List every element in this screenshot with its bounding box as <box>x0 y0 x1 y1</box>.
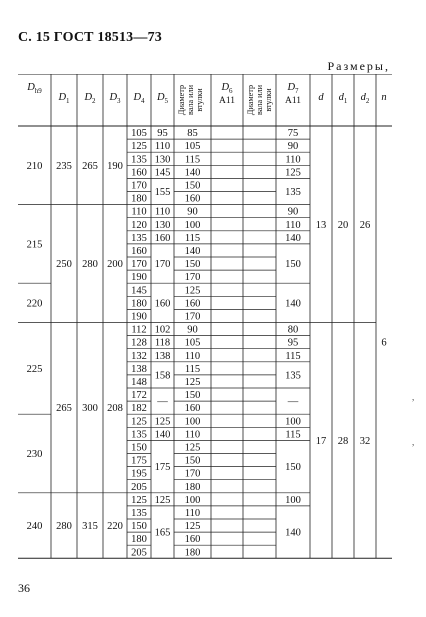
column-header-D: $D_{h9}$ <box>27 82 42 95</box>
table-cell-D4: 132 <box>131 350 147 362</box>
table-cell-D5: 138 <box>154 350 171 362</box>
merged-cell-D7: 150 <box>285 259 301 271</box>
merged-cell-D: 225 <box>26 363 43 375</box>
table-cell-shaft: 115 <box>184 363 201 375</box>
column-header-D2: $D_2$ <box>84 92 96 105</box>
merged-cell-D3: 190 <box>107 160 123 172</box>
merged-cell-D: 220 <box>26 298 43 310</box>
merged-cell-D5: 160 <box>154 298 171 310</box>
table-cell-shaft: 180 <box>184 481 201 493</box>
table-cell-shaft: 115 <box>184 232 201 244</box>
merged-cell-n: 6 <box>381 337 387 349</box>
table-cell-D5: 130 <box>154 154 171 166</box>
table-cell-D7: 110 <box>285 219 301 231</box>
dimension-table <box>18 74 392 570</box>
merged-cell-D: 240 <box>26 521 43 533</box>
sizes-label: Размеры, <box>327 59 390 73</box>
column-header-n: n <box>381 92 387 103</box>
table-cell-D4: 135 <box>131 508 147 519</box>
table-cell-shaft: 180 <box>184 547 201 559</box>
merged-cell-D5: — <box>157 396 168 408</box>
table-cell-D4: 125 <box>131 416 147 428</box>
table-cell-D5: 140 <box>154 429 171 441</box>
table-cell-D5: 118 <box>154 337 171 349</box>
merged-cell-d: 13 <box>315 219 327 231</box>
table-cell-shaft: 125 <box>184 377 201 388</box>
table-cell-shaft: 115 <box>184 154 201 166</box>
table-cell-D4: 190 <box>131 272 147 284</box>
merged-cell-D: 230 <box>26 449 43 460</box>
table-cell-D4: 120 <box>131 219 147 231</box>
table-cell-shaft: 125 <box>184 285 201 297</box>
merged-cell-D1: 235 <box>56 160 72 172</box>
table-cell-D4: 138 <box>131 363 147 375</box>
column-header-bushing: втулки <box>264 88 273 112</box>
table-cell-shaft: 100 <box>184 494 201 506</box>
column-header-bushing: Диаметр <box>246 84 255 116</box>
table-cell-D4: 125 <box>131 494 147 506</box>
merged-cell-D7: — <box>287 396 299 408</box>
table-cell-shaft: 150 <box>184 455 201 467</box>
table-cell-D7: 115 <box>285 350 301 362</box>
edge-mark-1: , <box>412 392 415 402</box>
merged-cell-D5: 165 <box>154 527 171 539</box>
table-cell-D5: 95 <box>157 128 168 140</box>
merged-cell-d1: 20 <box>337 219 349 231</box>
table-cell-shaft: 100 <box>184 219 201 231</box>
table-cell-D7: 90 <box>287 141 299 153</box>
table-cell-shaft: 150 <box>184 259 201 271</box>
merged-cell-d: 17 <box>315 435 327 447</box>
table-cell-D4: 145 <box>131 285 147 297</box>
table-cell-D4: 135 <box>131 232 147 244</box>
table-cell-shaft: 110 <box>184 429 201 441</box>
table-cell-D4: 172 <box>131 390 147 402</box>
merged-cell-d1: 28 <box>337 435 349 447</box>
table-cell-D4: 148 <box>131 377 147 388</box>
table-cell-shaft: 90 <box>187 324 198 336</box>
table-cell-D5: 145 <box>154 167 171 179</box>
table-cell-D4: 105 <box>131 128 147 140</box>
table-cell-shaft: 150 <box>184 180 201 192</box>
table-cell-D7: 90 <box>287 206 299 218</box>
table-cell-shaft: 100 <box>184 416 201 428</box>
merged-cell-D2: 265 <box>82 160 98 172</box>
table-cell-shaft: 85 <box>187 128 198 140</box>
column-header-D6-tolerance: A11 <box>218 96 236 106</box>
merged-cell-D7: 140 <box>285 298 301 310</box>
merged-cell-D2: 280 <box>82 259 98 271</box>
table-cell-shaft: 110 <box>184 350 201 362</box>
table-cell-D5: 110 <box>154 141 171 153</box>
column-header-D1: $D_1$ <box>58 92 70 105</box>
table-cell-shaft: 140 <box>184 167 201 179</box>
table-cell-D4: 182 <box>131 403 147 415</box>
merged-cell-D7: 150 <box>285 462 301 474</box>
table-cell-D7: 125 <box>285 167 301 179</box>
merged-cell-D3: 208 <box>107 403 123 415</box>
table-cell-D4: 160 <box>131 246 147 257</box>
table-cell-D4: 175 <box>131 455 147 467</box>
table-cell-shaft: 160 <box>184 534 201 546</box>
column-header-D5: $D_5$ <box>156 92 169 105</box>
table-cell-D5: 125 <box>154 494 171 506</box>
dimension-table-grid <box>18 74 392 570</box>
table-cell-shaft: 125 <box>184 442 201 454</box>
table-cell-D7: 115 <box>285 429 301 441</box>
merged-cell-D1: 250 <box>56 259 72 271</box>
table-cell-shaft: 170 <box>184 311 201 323</box>
table-cell-D5: 160 <box>154 232 171 244</box>
table-cell-D4: 190 <box>131 311 147 323</box>
column-header-shaft: втулки <box>195 88 204 112</box>
table-cell-D7: 110 <box>285 154 301 166</box>
merged-cell-D1: 265 <box>56 403 72 415</box>
table-cell-shaft: 160 <box>184 403 201 415</box>
table-cell-shaft: 170 <box>184 272 201 284</box>
column-header-D7-tolerance: A11 <box>284 96 302 106</box>
page-number: 36 <box>18 581 30 595</box>
merged-cell-D7: 135 <box>285 370 301 382</box>
column-header-d1: $d_1$ <box>338 92 348 105</box>
table-cell-D4: 205 <box>131 481 147 493</box>
table-cell-shaft: 110 <box>184 508 201 519</box>
merged-cell-D2: 300 <box>82 403 98 415</box>
table-cell-shaft: 170 <box>184 468 201 480</box>
table-cell-D4: 110 <box>131 206 147 218</box>
table-cell-D4: 195 <box>131 468 147 480</box>
table-cell-D7: 100 <box>285 494 301 506</box>
table-cell-D7: 80 <box>287 324 299 336</box>
table-cell-D4: 180 <box>131 534 147 546</box>
table-cell-shaft: 90 <box>187 206 198 218</box>
table-cell-D4: 180 <box>131 193 147 205</box>
merged-cell-D5: 175 <box>154 462 171 474</box>
table-cell-D4: 180 <box>131 298 147 310</box>
table-cell-shaft: 140 <box>184 246 201 257</box>
merged-cell-D3: 220 <box>107 521 123 533</box>
column-header-D6: $D_6$ <box>221 82 233 95</box>
column-header-d: d <box>318 92 324 103</box>
merged-cell-D: 210 <box>26 160 43 172</box>
merged-cell-D3: 200 <box>107 259 123 271</box>
table-cell-D4: 205 <box>131 547 147 559</box>
column-header-bushing: вала или <box>255 84 264 116</box>
table-cell-D4: 128 <box>131 337 147 349</box>
column-header-shaft: Диаметр <box>177 84 186 116</box>
column-header-d2: $d_2$ <box>360 92 370 105</box>
merged-cell-D7: 140 <box>285 527 301 539</box>
merged-cell-D1: 280 <box>56 521 72 533</box>
table-cell-shaft: 160 <box>184 193 201 205</box>
table-cell-D7: 140 <box>285 232 301 244</box>
table-cell-D4: 125 <box>131 141 147 153</box>
merged-cell-D5: 170 <box>154 259 171 271</box>
merged-cell-D7: 135 <box>285 187 301 198</box>
edge-mark-2: , <box>412 437 415 447</box>
column-header-D3: $D_3$ <box>109 92 121 105</box>
table-cell-shaft: 150 <box>184 390 201 402</box>
table-cell-D4: 135 <box>131 429 147 441</box>
table-cell-D7: 75 <box>287 128 299 140</box>
column-header-shaft: вала или <box>186 84 195 116</box>
table-cell-D4: 170 <box>131 259 147 271</box>
column-header-D7: $D_7$ <box>287 82 299 95</box>
merged-cell-D2: 315 <box>82 521 98 533</box>
table-cell-D7: 100 <box>285 416 301 428</box>
table-cell-D4: 150 <box>131 521 147 533</box>
table-cell-shaft: 160 <box>184 298 201 310</box>
table-cell-D4: 160 <box>131 167 147 179</box>
column-header-D4: $D_4$ <box>133 92 145 105</box>
table-cell-D5: 125 <box>154 416 171 428</box>
table-cell-D5: 130 <box>154 219 171 231</box>
page-header: С. 15 ГОСТ 18513—73 <box>18 30 162 45</box>
table-cell-D5: 110 <box>154 206 171 218</box>
table-cell-D4: 112 <box>131 324 147 336</box>
table-cell-D4: 170 <box>131 180 147 192</box>
merged-cell-D: 215 <box>26 239 43 251</box>
merged-cell-d2: 32 <box>359 435 371 447</box>
merged-cell-D5: 158 <box>154 370 171 382</box>
table-cell-shaft: 105 <box>184 141 201 153</box>
table-cell-D5: 102 <box>154 324 171 336</box>
table-cell-D4: 135 <box>131 154 147 166</box>
table-cell-D7: 95 <box>287 337 299 349</box>
table-cell-shaft: 125 <box>184 521 201 533</box>
merged-cell-d2: 26 <box>359 219 371 231</box>
table-cell-D4: 150 <box>131 442 147 454</box>
table-cell-shaft: 105 <box>184 337 201 349</box>
merged-cell-D5: 155 <box>154 187 171 198</box>
